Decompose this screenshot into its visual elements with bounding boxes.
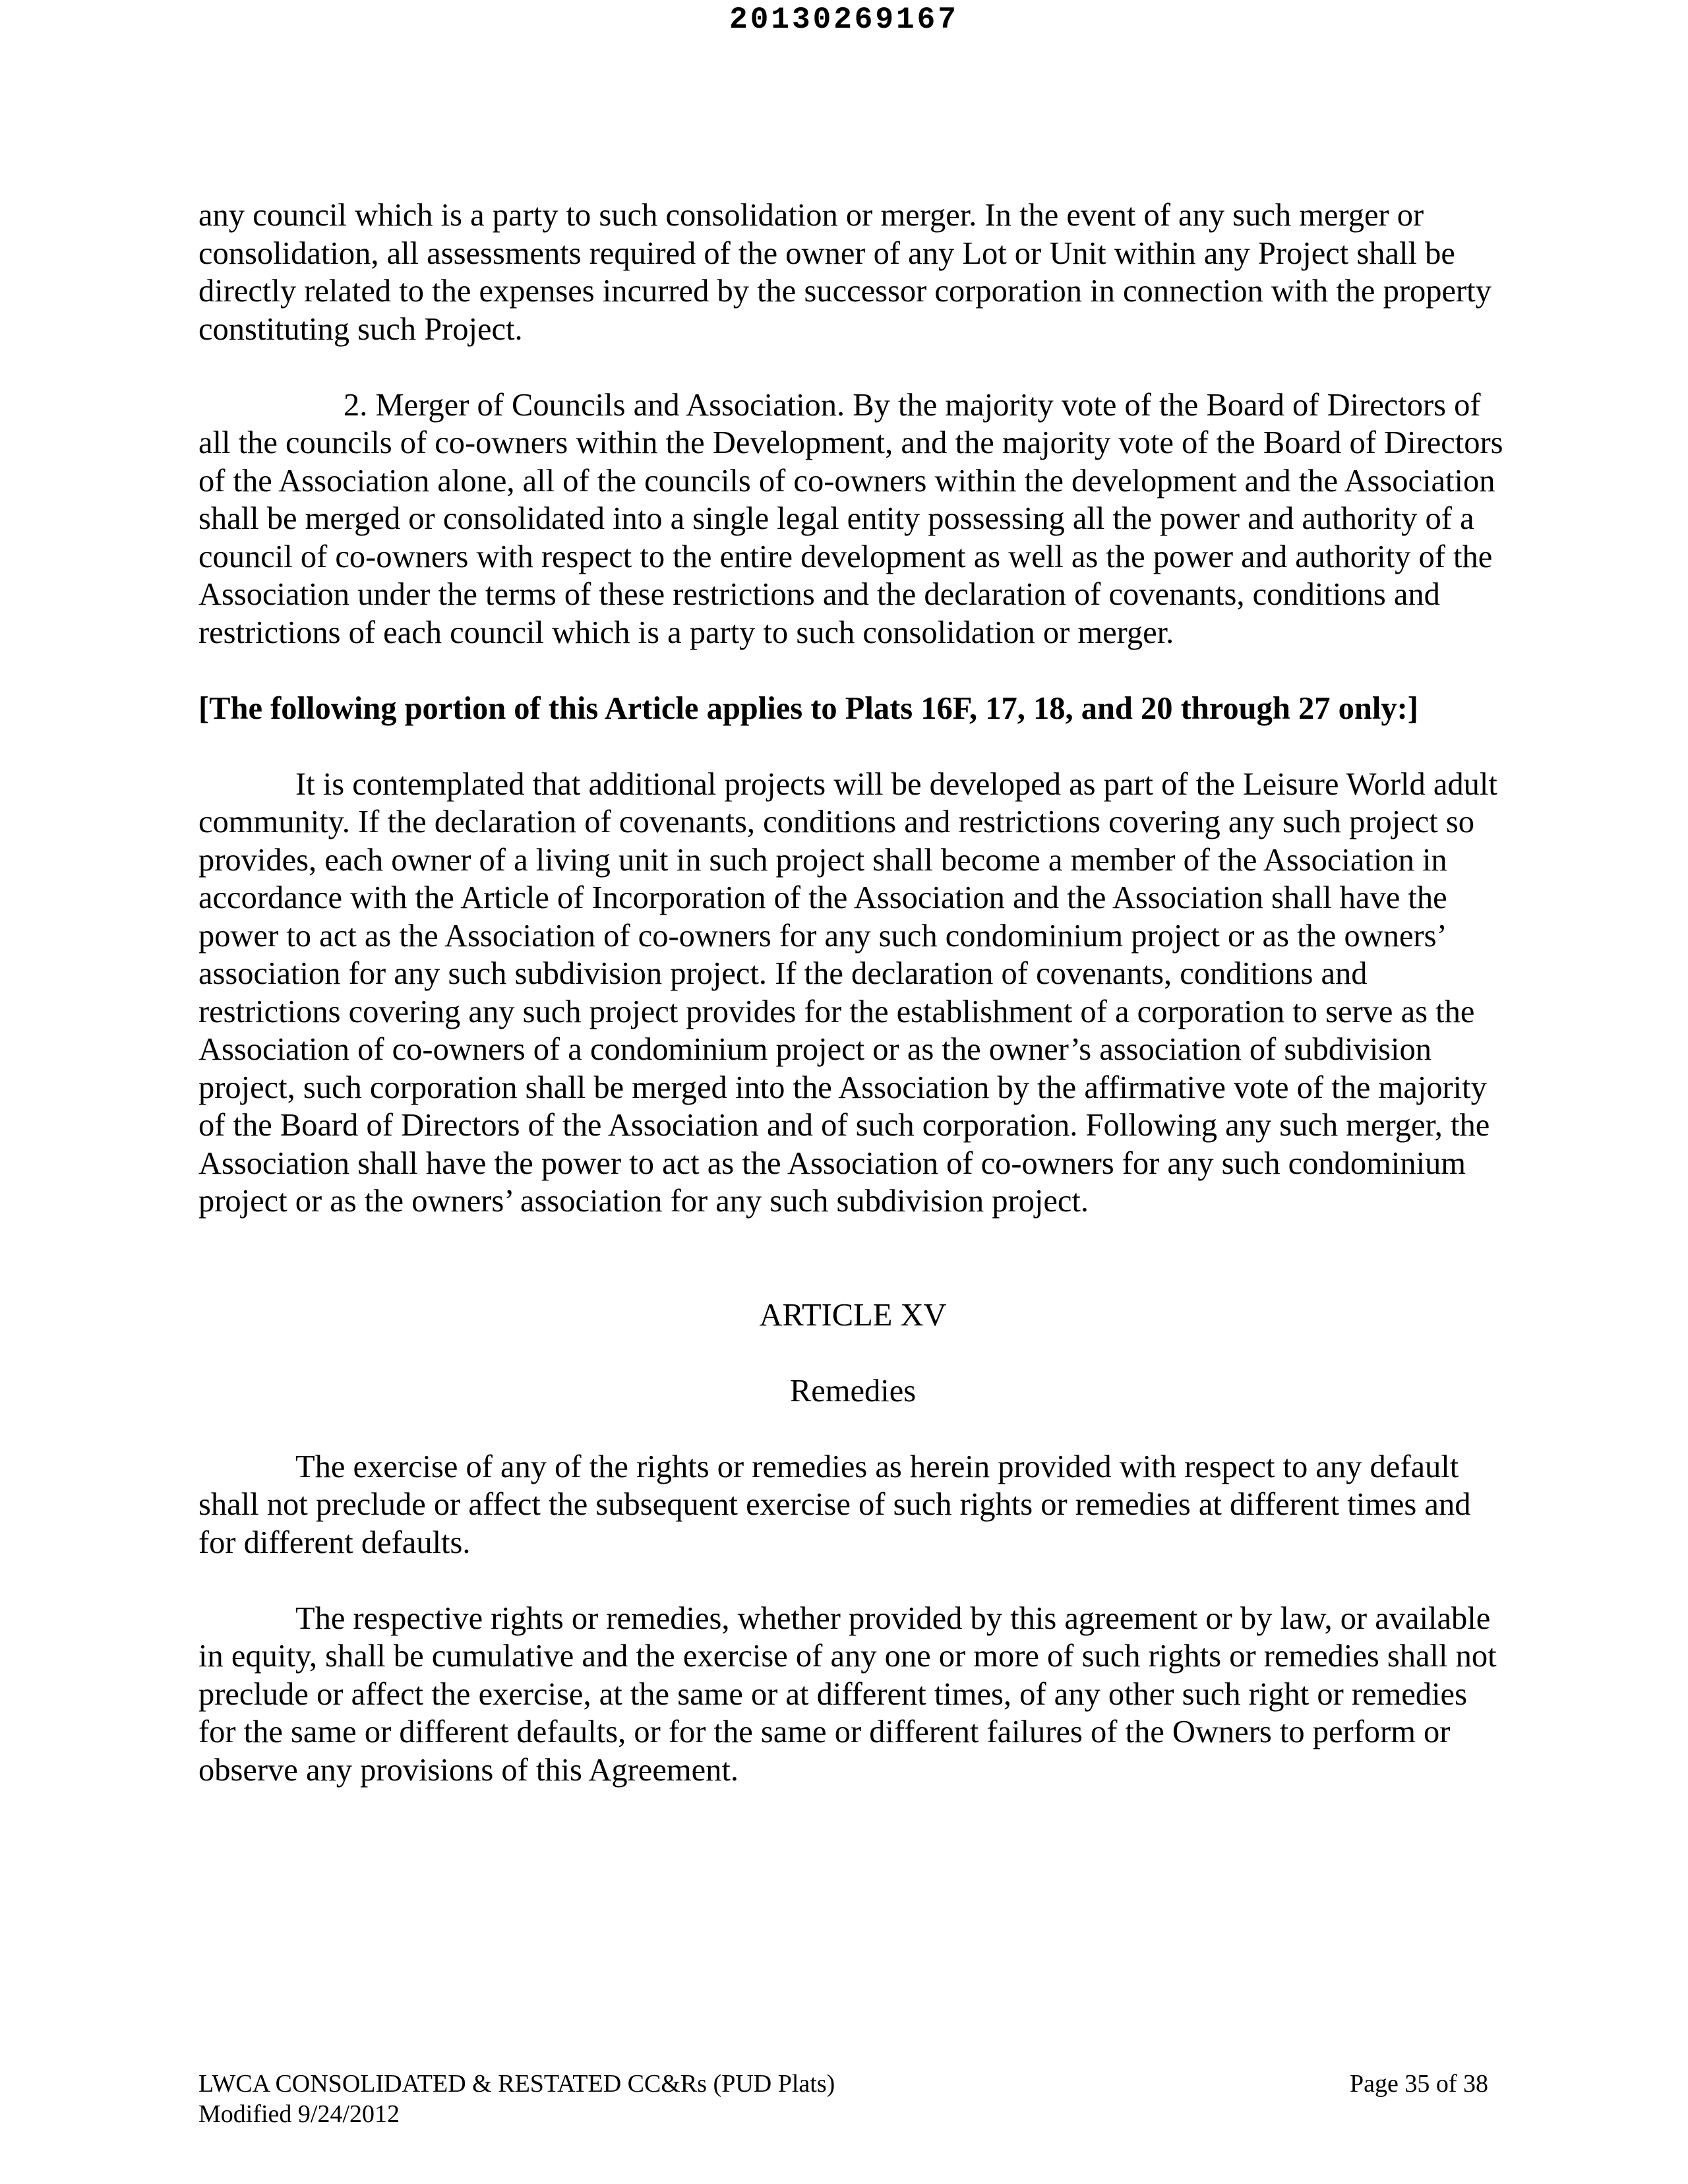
page-number: Page 35 of 38 (1349, 2070, 1488, 2098)
paragraph-additional-projects: It is contemplated that additional projects will be developed as part of the Leisure World adult community. If the declaration of covenants, conditions and restrictions covering any such project so provides, each owner of a living unit in such project shall become a member of the Association in accordance with the Article of Incorporation of the Association and the Association shall have the power to act as the Association of co-owners for any such condominium project or as the owners’ association for any such subdivision project. If the declaration of covenants, conditions and restrictions covering any such project provides for the establishment of a corporation to serve as the Association of co-owners of a condominium project or as the owner’s association of subdivision project, such corporation shall be merged into the Association by the affirmative vote of the majority of the Board of Directors of the Association and of such corporation. Following any such merger, the Association shall have the power to act as the Association of co-owners for any such condominium project or as the owners’ association for any such subdivision project. (198, 766, 1497, 1219)
paragraph-merger-of-councils: 2. Merger of Councils and Association. By the majority vote of the Board of Directors of all the councils of co-owners within the Development, and the majority vote of the Board of Directors of the Association alone, all of the councils of co-owners within the development and the Association shall be merged or consolidated into a single legal entity possessing all the power and authority of a council of co-owners with respect to the entire development as well as the power and authority of the Association under the terms of these restrictions and the declaration of covenants, conditions and restrictions of each council which is a party to such consolidation or merger. (198, 387, 1503, 650)
footer-document-info (198, 2069, 835, 2129)
footer-modified-date: Modified 9/24/2012 (198, 2100, 400, 2128)
recording-number: 20130269167 (729, 3, 959, 37)
applies-to-plats-heading: [The following portion of this Article applies to Plats 16F, 17, 18, and 20 through 27 only:] (198, 690, 1418, 726)
article-number-heading: ARTICLE XV (759, 1297, 947, 1333)
document-body (198, 197, 1507, 1789)
footer-document-title: LWCA CONSOLIDATED & RESTATED CC&Rs (PUD Plats) (198, 2070, 835, 2098)
article-title-heading: Remedies (789, 1373, 917, 1409)
paragraph-exercise-of-rights: The exercise of any of the rights or remedies as herein provided with respect to any default shall not preclude or affect the subsequent exercise of such rights or remedies at different times and for different defaults. (198, 1449, 1471, 1560)
paragraph-respective-rights: The respective rights or remedies, whether provided by this agreement or by law, or available in equity, shall be cumulative and the exercise of any one or more of such rights or remedies shall not preclude or affect the exercise, at the same or at different times, of any other such right or remedies for the same or different defaults, or for the same or different failures of the Owners to perform or observe any provisions of this Agreement. (198, 1600, 1497, 1788)
paragraph-consolidation-continued: any council which is a party to such consolidation or merger. In the event of any such merger or consolidation, all assessments required of the owner of any Lot or Unit within any Project shall be directly related to the expenses incurred by the successor corporation in connection with the property constituting such Project. (198, 198, 1492, 347)
